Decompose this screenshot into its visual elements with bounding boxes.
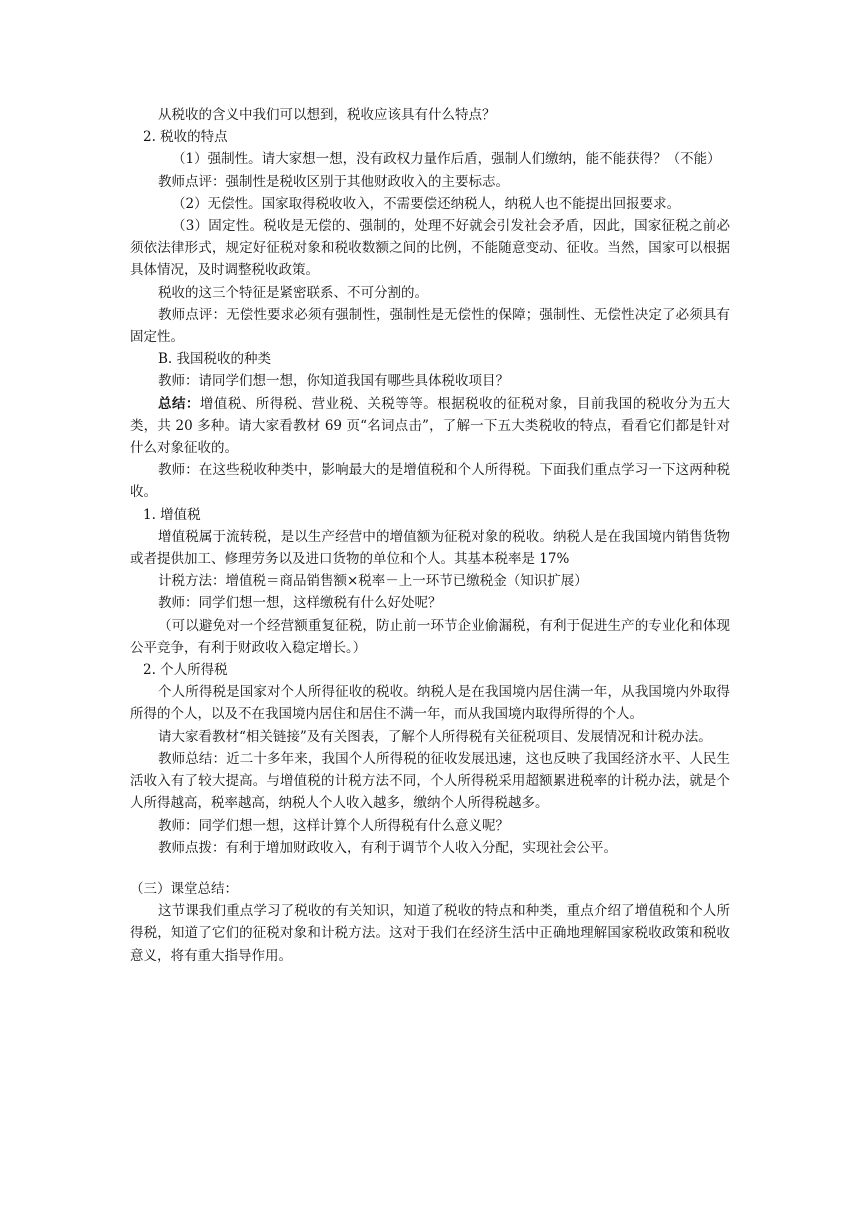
paragraph-text: 增值税、所得税、营业税、关税等等。根据税收的征税对象，目前我国的税收分为五大类，共 20 多种。请大家看教材 69 页“名词点击”，了解一下五大类税收的特点，看看它们都是针对什么对象征收的。 — [130, 395, 731, 457]
paragraph: 教师：同学们想一想，这样缴税有什么好处呢？ — [158, 595, 442, 612]
paragraph: 教师总结：近二十多年来，我国个人所得税的征收发展迅速，这也反映了我国经济水平、人民生活收入有了较大提高。与增值税的计税方法不同，个人所得税采用超额累进税率的计税办法，就是个人所得越高，税率越高，纳税人个人收入越多，缴纳个人所得税越多。 — [130, 750, 730, 812]
paragraph: （可以避免对一个经营额重复征税，防止前一环节企业偷漏税，有利于促进生产的专业化和体现公平竞争，有利于财政收入稳定增长。） — [130, 617, 730, 656]
paragraph: 个人所得税是国家对个人所得征收的税收。纳税人是在我国境内居住满一年，从我国境内外取得所得的个人，以及不在我国境内居住和居住不满一年，而从我国境内取得所得的个人。 — [130, 684, 730, 723]
paragraph: （2）无偿性。国家取得税收收入，不需要偿还纳税人，纳税人也不能提出回报要求。 — [172, 195, 681, 212]
section-heading: （三）课堂总结： — [130, 880, 238, 897]
section-heading: 2. 个人所得税 — [143, 662, 228, 679]
paragraph: 税收的这三个特征是紧密联系、不可分割的。 — [158, 284, 428, 301]
paragraph: 这节课我们重点学习了税收的有关知识，知道了税收的特点和种类，重点介绍了增值税和个人所得税，知道了它们的征税对象和计税方法。这对于我们在经济生活中正确地理解国家税收政策和税收意义，将有重大指导作用。 — [130, 903, 730, 964]
paragraph: 增值税属于流转税，是以生产经营中的增值额为征税对象的税收。纳税人是在我国境内销售货物或者提供加工、修理劳务以及进口货物的单位和个人。其基本税率是 17% — [130, 528, 730, 568]
paragraph: 请大家看教材“相关链接”及有关图表，了解个人所得税有关征税项目、发展情况和计税办法。 — [158, 728, 712, 745]
paragraph: 教师：同学们想一想，这样计算个人所得税有什么意义呢？ — [158, 817, 509, 834]
paragraph: 教师点拨：有利于增加财政收入，有利于调节个人收入分配，实现社会公平。 — [158, 839, 617, 856]
paragraph: 从税收的含义中我们可以想到，税收应该具有什么特点？ — [158, 107, 496, 123]
spacer — [130, 859, 730, 878]
paragraph: B. 我国税收的种类 — [158, 351, 272, 368]
bold-lead: 总结： — [158, 395, 200, 412]
paragraph: （1）强制性。请大家想一想，没有政权力量作后盾，强制人们缴纳，能不能获得？（不能） — [172, 151, 721, 168]
paragraph: 教师：请同学们想一想，你知道我国有哪些具体税收项目？ — [158, 373, 509, 390]
section-heading: 2. 税收的特点 — [143, 129, 228, 146]
document-body — [130, 104, 730, 967]
section-heading: 1. 增值税 — [143, 506, 201, 523]
paragraph: （3）固定性。税收是无偿的、强制的，处理不好就会引发社会矛盾，因此，国家征税之前必须依法律形式，规定好征税对象和税收数额之间的比例，不能随意变动、征收。当然，国家可以根据具体情况，及时调整税收政策。 — [130, 218, 730, 279]
paragraph: 教师：在这些税收种类中，影响最大的是增值税和个人所得税。下面我们重点学习一下这两种税收。 — [130, 462, 730, 501]
paragraph: 教师点评：强制性是税收区别于其他财政收入的主要标志。 — [158, 173, 509, 190]
paragraph — [130, 393, 730, 460]
paragraph: 计税方法：增值税＝商品销售额×税率－上一环节已缴税金（知识扩展） — [158, 573, 588, 590]
paragraph: 教师点评：无偿性要求必须有强制性，强制性是无偿性的保障；强制性、无偿性决定了必须具有固定性。 — [130, 306, 730, 346]
